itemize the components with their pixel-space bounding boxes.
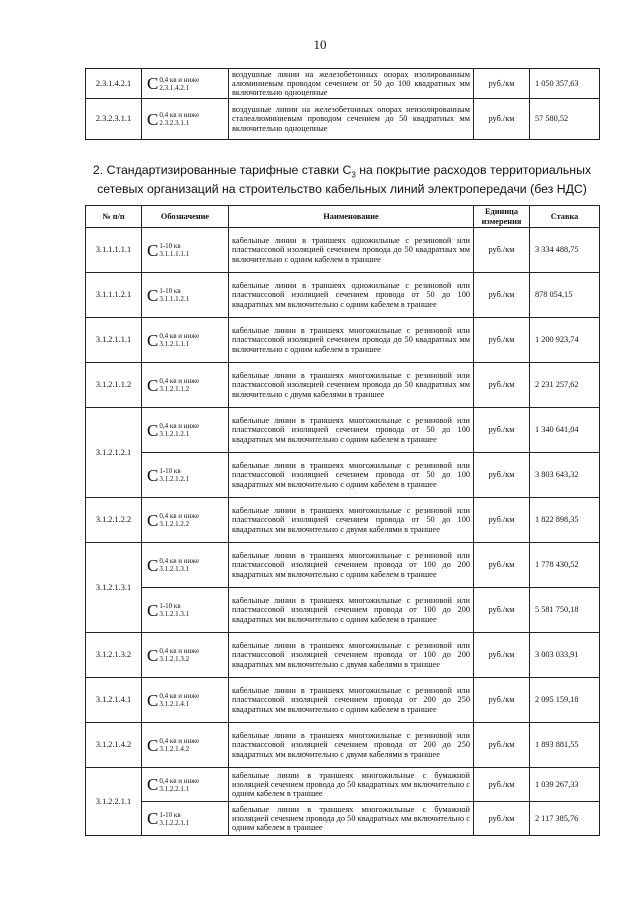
designation-cell	[142, 723, 229, 768]
row-number: 2.3.1.4.2.1	[86, 69, 142, 99]
row-name: кабельные линии в траншеях многожильные с резиновой или пластмассовой изоляцией сечением провода от 50 до 100 квадратных мм включительно с двумя кабелями в траншее	[229, 498, 474, 543]
row-unit: руб./км	[474, 723, 530, 768]
table-row	[86, 543, 600, 588]
row-rate: 1 893 881,55	[530, 723, 600, 768]
row-number: 3.1.2.1.2.1	[86, 408, 142, 498]
tariff-symbol	[145, 111, 225, 128]
row-unit: руб./км	[474, 363, 530, 408]
tariff-symbol	[145, 467, 225, 484]
row-rate: 2 231 257,62	[530, 363, 600, 408]
row-unit: руб./км	[474, 453, 530, 498]
symbol-subscript: 2.3.1.4.2.1	[159, 83, 190, 92]
symbol-letter: С	[147, 285, 159, 305]
section-heading	[85, 163, 599, 197]
tariff-symbol	[145, 776, 225, 793]
designation-cell	[142, 498, 229, 543]
heading-line1-end: на покрытие расходов территориальных	[355, 163, 592, 177]
continuation-table	[85, 68, 600, 140]
symbol-superscript: 1-10 кв	[159, 602, 181, 610]
symbol-subscript: 3.1.2.1.2.2	[159, 520, 190, 528]
heading-subscript: 3	[351, 170, 356, 180]
row-rate: 1 050 357,63	[530, 69, 600, 99]
row-number: 3.1.2.1.4.1	[86, 678, 142, 723]
symbol-superscript: 0,4 кв и ниже	[159, 647, 200, 655]
designation-cell	[142, 802, 229, 836]
row-unit: руб./км	[474, 768, 530, 802]
row-unit: руб./км	[474, 228, 530, 273]
symbol-superscript: 0,4 кв и ниже	[159, 737, 200, 745]
table-row	[86, 273, 600, 318]
symbol-subscript: 3.1.2.1.4.2	[159, 745, 190, 753]
symbol-letter: С	[147, 555, 159, 575]
tariff-rates-table	[85, 205, 600, 836]
header-designation: Обозначение	[142, 206, 229, 228]
row-unit: руб./км	[474, 273, 530, 318]
row-unit: руб./км	[474, 408, 530, 453]
symbol-letter: С	[147, 109, 159, 129]
symbol-superscript: 0,4 кв и ниже	[159, 332, 200, 340]
symbol-subscript: 3.1.1.1.2.1	[159, 295, 190, 303]
row-rate: 1 200 923,74	[530, 318, 600, 363]
symbol-letter: С	[147, 645, 159, 665]
tariff-symbol	[145, 737, 225, 754]
designation-cell	[142, 633, 229, 678]
table-row	[86, 768, 600, 802]
row-number: 3.1.1.1.1.1	[86, 228, 142, 273]
row-rate: 3 334 488,75	[530, 228, 600, 273]
symbol-letter: С	[147, 510, 159, 530]
designation-cell	[142, 273, 229, 318]
symbol-letter: С	[147, 809, 159, 828]
row-name: кабельные линии в траншеях многожильные с резиновой или пластмассовой изоляцией сечением провода от 50 до 100 квадратных мм включительно с одним кабелем в траншее	[229, 453, 474, 498]
table-row	[86, 802, 600, 836]
symbol-letter: С	[147, 735, 159, 755]
row-name: воздушные линии на железобетонных опорах неизолированным сталеалюминиевым проводом сечением до 50 квадратных мм включительно одноцепные	[229, 99, 474, 140]
symbol-superscript: 0,4 кв и ниже	[159, 692, 200, 700]
symbol-superscript: 0,4 кв и ниже	[159, 557, 200, 565]
tariff-symbol	[145, 647, 225, 664]
symbol-subscript: 3.1.2.2.1.1	[159, 818, 190, 827]
designation-cell	[142, 588, 229, 633]
header-number: № п/п	[86, 206, 142, 228]
row-rate: 878 054,15	[530, 273, 600, 318]
row-name: кабельные линии в траншеях многожильные с резиновой или пластмассовой изоляцией сечением провода от 100 до 200 квадратных мм включительно с одним кабелем в траншее	[229, 543, 474, 588]
heading-line1-start: 2. Стандартизированные тарифные ставки С	[92, 163, 352, 177]
row-name: кабельные линии в траншеях многожильные с резиновой или пластмассовой изоляцией сечением провода от 200 до 250 квадратных мм включительно с одним кабелем в траншее	[229, 678, 474, 723]
row-name: кабельные линии в траншеях многожильные с резиновой или пластмассовой изоляцией сечением провода от 100 до 200 квадратных мм включительно с двумя кабелями в траншее	[229, 633, 474, 678]
row-name: кабельные линии в траншеях многожильные с резиновой или пластмассовой изоляцией сечением провода до 50 квадратных мм включительно с двумя кабелями в траншее	[229, 363, 474, 408]
tariff-symbol	[145, 602, 225, 619]
row-rate: 57 580,52	[530, 99, 600, 140]
row-name: кабельные линии в траншеях одножильные с резиновой или пластмассовой изоляцией сечением провода от 50 до 100 квадратных мм включительно с одним кабелем в траншее	[229, 273, 474, 318]
table-row	[86, 318, 600, 363]
symbol-superscript: 0,4 кв и ниже	[159, 377, 200, 385]
symbol-superscript: 0,4 кв и ниже	[159, 422, 200, 430]
row-unit: руб./км	[474, 99, 530, 140]
symbol-superscript: 0,4 кв и ниже	[159, 111, 200, 119]
symbol-letter: С	[147, 465, 159, 485]
table-row	[86, 678, 600, 723]
row-rate: 2 117 385,76	[530, 802, 600, 836]
tariff-symbol	[145, 75, 225, 92]
symbol-superscript: 0,4 кв и ниже	[159, 512, 200, 520]
row-number: 3.1.2.1.4.2	[86, 723, 142, 768]
table-row	[86, 453, 600, 498]
row-name: кабельные линии в траншеях многожильные с бумажной изоляцией сечением провода до 50 квадратных мм включительно с одним кабелем в траншее	[229, 802, 474, 836]
row-rate: 2 095 159,18	[530, 678, 600, 723]
symbol-subscript: 3.1.2.1.2.1	[159, 475, 190, 483]
row-number: 2.3.2.3.1.1	[86, 99, 142, 140]
table-row	[86, 363, 600, 408]
row-rate: 3 803 643,32	[530, 453, 600, 498]
tariff-symbol	[145, 512, 225, 529]
symbol-letter: С	[147, 240, 159, 260]
row-rate: 1 340 641,04	[530, 408, 600, 453]
designation-cell	[142, 453, 229, 498]
row-name: кабельные линии в траншеях многожильные с резиновой или пластмассовой изоляцией сечением провода от 50 до 100 квадратных мм включительно с одним кабелем в траншее	[229, 408, 474, 453]
tariff-symbol	[145, 422, 225, 439]
symbol-subscript: 2.3.2.3.1.1	[159, 119, 190, 127]
row-number: 3.1.2.1.3.1	[86, 543, 142, 633]
table-row	[86, 408, 600, 453]
symbol-subscript: 3.1.2.1.1.2	[159, 385, 190, 393]
row-unit: руб./км	[474, 318, 530, 363]
row-rate: 1 778 430,52	[530, 543, 600, 588]
designation-cell	[142, 99, 229, 140]
row-number: 3.1.2.1.1.1	[86, 318, 142, 363]
designation-cell	[142, 768, 229, 802]
symbol-superscript: 1-10 кв	[159, 467, 181, 475]
table-row	[86, 99, 600, 140]
tariff-symbol	[145, 692, 225, 709]
row-number: 3.1.2.1.2.2	[86, 498, 142, 543]
symbol-letter: С	[147, 420, 159, 440]
designation-cell	[142, 363, 229, 408]
table-row	[86, 633, 600, 678]
symbol-letter: С	[147, 775, 159, 794]
symbol-subscript: 3.1.2.1.3.1	[159, 610, 190, 618]
symbol-superscript: 0,4 кв и ниже	[159, 75, 200, 84]
row-rate: 1 039 267,33	[530, 768, 600, 802]
row-unit: руб./км	[474, 802, 530, 836]
symbol-subscript: 3.1.2.1.1.1	[159, 340, 190, 348]
designation-cell	[142, 69, 229, 99]
row-name: воздушные линии на железобетонных опорах изолированным алюминиевым проводом сечением от 50 до 100 квадратных мм включительно одноцепные	[229, 69, 474, 99]
row-number: 3.1.2.1.1.2	[86, 363, 142, 408]
row-unit: руб./км	[474, 498, 530, 543]
page-number: 10	[313, 37, 327, 52]
tariff-symbol	[145, 810, 225, 827]
tariff-symbol	[145, 557, 225, 574]
row-name: кабельные линии в траншеях многожильные с резиновой или пластмассовой изоляцией сечением провода от 200 до 250 квадратных мм включительно с двумя кабелями в траншее	[229, 723, 474, 768]
table-header-row	[86, 206, 600, 228]
symbol-letter: С	[147, 600, 159, 620]
symbol-superscript: 1-10 кв	[159, 810, 181, 819]
designation-cell	[142, 408, 229, 453]
designation-cell	[142, 678, 229, 723]
designation-cell	[142, 318, 229, 363]
symbol-subscript: 3.1.2.1.3.2	[159, 655, 190, 663]
row-rate: 1 822 898,35	[530, 498, 600, 543]
symbol-subscript: 3.1.2.1.3.1	[159, 565, 190, 573]
designation-cell	[142, 543, 229, 588]
row-number: 3.1.1.1.2.1	[86, 273, 142, 318]
table-row	[86, 69, 600, 99]
symbol-subscript: 3.1.1.1.1.1	[159, 250, 190, 258]
symbol-subscript: 3.1.2.2.1.1	[159, 784, 190, 793]
row-number: 3.1.2.2.1.1	[86, 768, 142, 836]
symbol-subscript: 3.1.2.1.2.1	[159, 430, 190, 438]
row-name: кабельные линии в траншеях одножильные с резиновой или пластмассовой изоляцией сечением провода до 50 квадратных мм включительно с одним кабелем в траншее	[229, 228, 474, 273]
row-unit: руб./км	[474, 588, 530, 633]
row-rate: 3 003 033,91	[530, 633, 600, 678]
row-rate: 5 581 750,18	[530, 588, 600, 633]
row-unit: руб./км	[474, 69, 530, 99]
tariff-symbol	[145, 242, 225, 259]
tariff-symbol	[145, 377, 225, 394]
header-rate: Ставка	[530, 206, 600, 228]
row-number: 3.1.2.1.3.2	[86, 633, 142, 678]
symbol-superscript: 1-10 кв	[159, 287, 181, 295]
table-row	[86, 588, 600, 633]
symbol-subscript: 3.1.2.1.4.1	[159, 700, 190, 708]
heading-line2: сетевых организаций на строительство кабельных линий электропередачи (без НДС)	[97, 182, 587, 197]
row-unit: руб./км	[474, 678, 530, 723]
table-row	[86, 723, 600, 768]
row-name: кабельные линии в траншеях многожильные с резиновой или пластмассовой изоляцией сечением провода от 100 до 200 квадратных мм включительно с одним кабелем в траншее	[229, 588, 474, 633]
symbol-letter: С	[147, 690, 159, 710]
table-row	[86, 228, 600, 273]
symbol-superscript: 1-10 кв	[159, 242, 181, 250]
symbol-letter: С	[147, 375, 159, 395]
row-unit: руб./км	[474, 543, 530, 588]
header-name: Наименование	[229, 206, 474, 228]
row-name: кабельные линии в траншеях многожильные с бумажной изоляцией сечением провода до 50 квадратных мм включительно с одним кабелем в траншее	[229, 768, 474, 802]
designation-cell	[142, 228, 229, 273]
table-row	[86, 498, 600, 543]
row-name: кабельные линии в траншеях многожильные с резиновой или пластмассовой изоляцией сечением провода до 50 квадратных мм включительно с одним кабелем в траншее	[229, 318, 474, 363]
tariff-symbol	[145, 332, 225, 349]
header-unit: Единица измерения	[474, 206, 530, 228]
symbol-letter: С	[147, 74, 159, 93]
tariff-symbol	[145, 287, 225, 304]
row-unit: руб./км	[474, 633, 530, 678]
symbol-superscript: 0,4 кв и ниже	[159, 776, 200, 785]
symbol-letter: С	[147, 330, 159, 350]
